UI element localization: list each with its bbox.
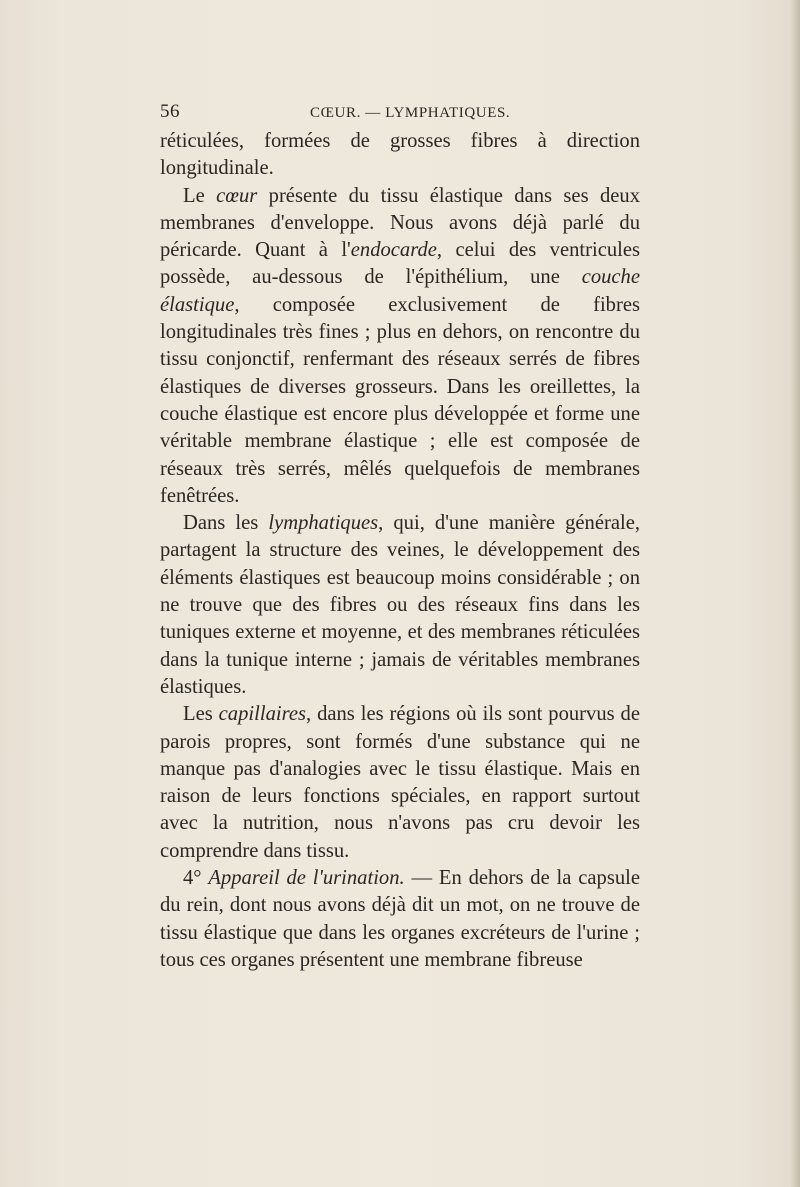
text-run: réticulées, formées de grosses fibres à direction longitudinale.	[160, 130, 640, 180]
text-run: , qui, d'une manière générale, partagent la structure des veines, le développement des éléments élastiques est beaucoup moins considérable ; on ne trouve que des fibres ou des réseaux fins dans les tuniques externe et moyenne, et des membranes réticulées dans la tunique interne ; jamais de véritables membranes élastiques.	[160, 512, 640, 698]
italic-term: Appareil de l'urination.	[208, 867, 405, 890]
paragraph	[160, 128, 640, 183]
text-run: Dans les	[183, 512, 269, 535]
paragraph	[160, 701, 640, 865]
italic-term: couche élastique	[160, 266, 640, 316]
paragraph	[160, 510, 640, 701]
text-run: — En dehors de la capsule du rein, dont nous avons déjà dit un mot, on ne trouve de tissu élastique que dans les organes excréteurs de l'urine ; tous ces organes présentent une membrane fibreuse	[160, 867, 640, 971]
text-run: Les	[183, 703, 219, 726]
italic-term: cœur	[216, 184, 258, 207]
running-head: CŒUR. — LYMPHATIQUES.	[310, 105, 511, 121]
page-header	[160, 101, 640, 123]
page-number: 56	[160, 101, 180, 122]
text-run: 4°	[183, 867, 209, 890]
text-run: , dans les régions où ils sont pourvus de parois propres, sont formés d'une substance qui ne manque pas d'analogies avec le tissu élastique. Mais en raison de leurs fonctions spéciales, en rapport surtout avec la nutrition, nous n'avons pas cru devoir les comprendre dans tissu.	[160, 703, 640, 862]
paragraph	[160, 183, 640, 511]
body-text	[160, 128, 640, 974]
text-run: Le	[183, 184, 217, 207]
text-run: , celui des ventricules possède, au-dessous de l'épithélium, une	[160, 239, 641, 289]
italic-term: endocarde	[350, 239, 437, 262]
page-edge-shadow	[790, 0, 800, 1187]
text-run: , composée exclusivement de fibres longitudinales très fines ; plus en dehors, on rencontre du tissu conjonctif, renfermant des réseaux serrés de fibres élastiques de diverses grosseurs. Dans les oreillettes, la couche élastique est encore plus développée et forme une véritable membrane élastique ; elle est composée de réseaux très serrés, mêlés quelquefois de membranes fenêtrées.	[160, 293, 640, 507]
paragraph	[160, 865, 640, 974]
text-run: présente du tissu élastique dans ses deux membranes d'enveloppe. Nous avons déjà parlé du péricarde. Quant à l'	[160, 184, 640, 262]
italic-term: lymphatiques	[268, 512, 379, 535]
italic-term: capillaires	[218, 703, 306, 726]
